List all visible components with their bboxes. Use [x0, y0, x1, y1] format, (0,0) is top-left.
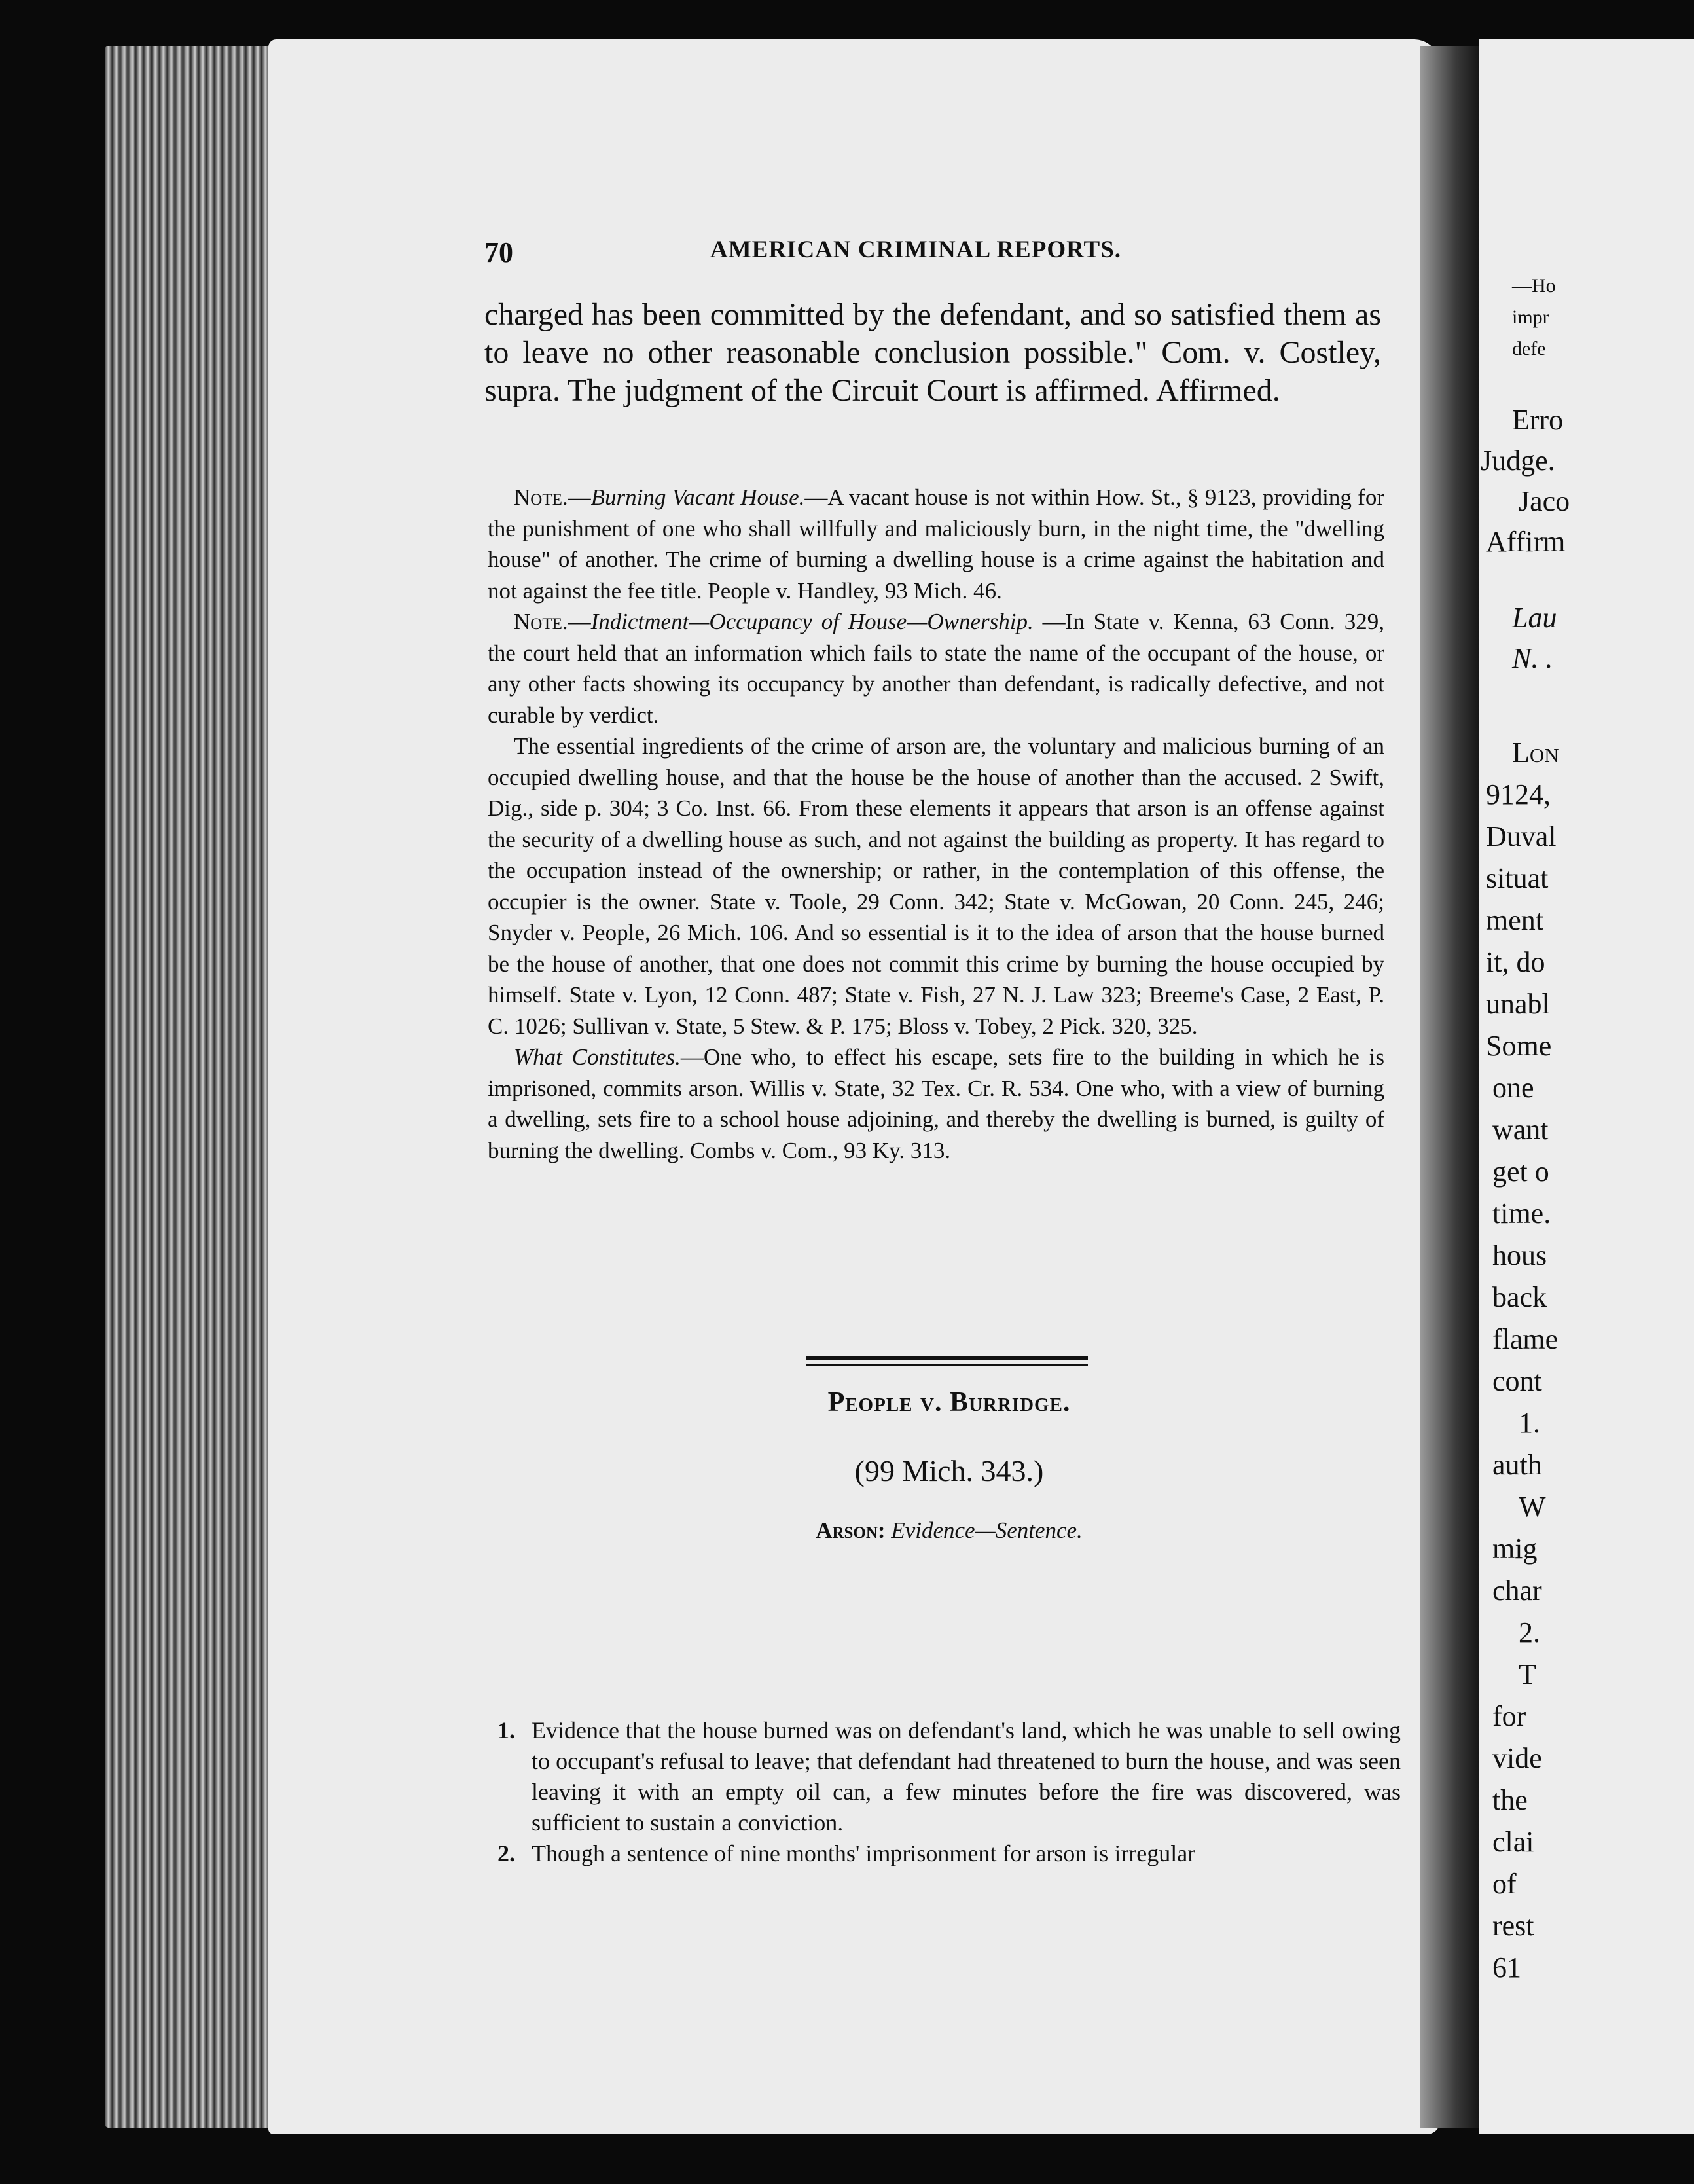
page-number: 70	[484, 236, 513, 268]
facing-fragment: Duval	[1486, 820, 1557, 852]
note-label: Note.—	[514, 609, 591, 634]
headnote-item	[497, 1715, 1401, 1838]
note-what-constitutes	[488, 1042, 1384, 1166]
section-rule-top	[806, 1356, 1088, 1360]
facing-fragment: Affirm	[1486, 526, 1566, 558]
facing-fragment: one	[1492, 1072, 1534, 1104]
note-indictment	[488, 606, 1384, 731]
facing-fragment: rest	[1492, 1910, 1534, 1942]
note-text: —In State v. Kenna, 63 Conn. 329, the court held that an information which fails to state the name of the occupant of the house, or any other facts showing its occupancy by another than defendant, is radically defective, and not curable by verdict.	[488, 609, 1384, 728]
topic-label: Arson:	[816, 1518, 886, 1543]
facing-fragment: cont	[1492, 1365, 1542, 1397]
opinion-paragraph: charged has been committed by the defendant, and so satisfied them as to leave no other reasonable conclusion possible." Com. v. Costley, supra. The judgment of the Circuit Court is affirmed. Affirmed.	[484, 297, 1381, 408]
facing-fragment: 61	[1492, 1952, 1521, 1984]
note-heading: What Constitutes.	[514, 1044, 681, 1070]
facing-fragment: Jaco	[1519, 485, 1570, 517]
headnote-number: 2.	[497, 1840, 515, 1866]
facing-fragment: Lau	[1512, 602, 1557, 634]
facing-fragment: ment	[1486, 904, 1543, 936]
facing-fragment: Lon	[1512, 737, 1559, 769]
facing-fragment: get o	[1492, 1156, 1549, 1188]
facing-fragment: the	[1492, 1784, 1528, 1816]
facing-fragment: for	[1492, 1700, 1526, 1732]
facing-fragment: N. .	[1512, 642, 1553, 674]
facing-fragment: clai	[1492, 1826, 1534, 1858]
note-text: —A vacant house is not within How. St., § 9123, providing for the punishment of one who shall willfully and maliciously burn, in the night time, the "dwelling house" of another. The crime of burning a dwelling house is a crime against the habitation and not against the fee title. People v. Handley, 93 Mich. 46.	[488, 484, 1384, 604]
facing-fragment: Erro	[1512, 404, 1564, 436]
note-label: Note.—	[514, 484, 591, 510]
section-rule-bottom	[806, 1364, 1088, 1366]
headnotes	[497, 1715, 1401, 1869]
headnote-text: Evidence that the house burned was on defendant's land, which he was unable to sell owing to occupant's refusal to leave; that defendant had threatened to burn the house, and was seen leaving it with an empty oil can, a few minutes before the fire was discovered, was sufficient to sustain a conviction.	[532, 1717, 1401, 1836]
annotation-notes	[488, 482, 1384, 1166]
facing-fragment: char	[1492, 1574, 1542, 1607]
facing-fragment: it, do	[1486, 946, 1545, 978]
headnote-item	[497, 1838, 1401, 1869]
facing-fragment: situat	[1486, 862, 1549, 894]
facing-fragment: want	[1492, 1114, 1549, 1146]
headnote-text: Though a sentence of nine months' imprisonment for arson is irregular	[532, 1840, 1196, 1866]
facing-fragment: T	[1519, 1658, 1536, 1690]
facing-fragment: Some	[1486, 1030, 1552, 1062]
facing-fragment: hous	[1492, 1239, 1547, 1271]
case-topic	[484, 1518, 1414, 1544]
facing-fragment: time.	[1492, 1197, 1551, 1229]
facing-fragment: vide	[1492, 1742, 1542, 1774]
running-title: AMERICAN CRIMINAL REPORTS.	[710, 236, 1122, 263]
note-vacant-house	[488, 482, 1384, 606]
note-text: —One who, to effect his escape, sets fire to the building in which he is imprisoned, commits arson. Willis v. State, 32 Tex. Cr. R. 534. One who, with a view of burning a dwelling, sets fire to a school house adjoining, and thereby the dwelling is burned, is guilty of burning the dwelling. Combs v. Com., 93 Ky. 313.	[488, 1044, 1384, 1163]
facing-fragment: of	[1492, 1868, 1517, 1900]
facing-fragment: 1.	[1519, 1407, 1540, 1439]
book-gutter	[1420, 46, 1479, 2128]
facing-fragment: auth	[1492, 1449, 1542, 1481]
note-essential-ingredients: The essential ingredients of the crime of arson are, the voluntary and malicious burning of an occupied dwelling house, and that the house be the house of another than the accused. 2 Swift, Dig., side p. 304; 3 Co. Inst. 66. From these elements it appears that arson is an offense against the security of a dwelling house as such, and not against the building as property. It has regard to the occupation instead of the ownership; or rather, in the contemplation of this offense, the occupier is the owner. State v. Toole, 29 Conn. 342; State v. McGowan, 20 Conn. 245, 246; Snyder v. People, 26 Mich. 106. And so essential is it to the idea of arson that the house burned be the house of another, that one does not commit this crime by burning the house occupied by himself. State v. Lyon, 12 Conn. 487; State v. Fish, 27 N. J. Law 323; Breeme's Case, 2 East, P. C. 1026; Sullivan v. State, 5 Stew. & P. 175; Bloss v. Tobey, 2 Pick. 320, 325.	[488, 733, 1384, 1039]
facing-page	[1479, 39, 1694, 2134]
facing-fragment: defe	[1512, 338, 1546, 359]
facing-fragment: 2.	[1519, 1616, 1540, 1648]
case-citation: (99 Mich. 343.)	[854, 1454, 1044, 1487]
facing-fragment: —Ho	[1512, 275, 1556, 297]
note-heading: Indictment—Occupancy of House—Ownership.	[590, 609, 1034, 634]
facing-fragment: mig	[1492, 1533, 1538, 1565]
facing-fragment: unabl	[1486, 988, 1550, 1020]
topic-text: Evidence—Sentence.	[891, 1518, 1083, 1543]
note-heading: Burning Vacant House.	[590, 484, 805, 510]
facing-fragment: back	[1492, 1281, 1547, 1313]
facing-fragment: W	[1519, 1491, 1546, 1523]
facing-fragment: Judge.	[1481, 445, 1555, 477]
facing-fragment: 9124,	[1486, 778, 1551, 810]
facing-fragment: flame	[1492, 1323, 1559, 1355]
case-title: People v. Burridge.	[827, 1387, 1071, 1417]
facing-fragment: impr	[1512, 306, 1549, 328]
book-page-edges	[105, 46, 281, 2128]
headnote-number: 1.	[497, 1717, 515, 1743]
